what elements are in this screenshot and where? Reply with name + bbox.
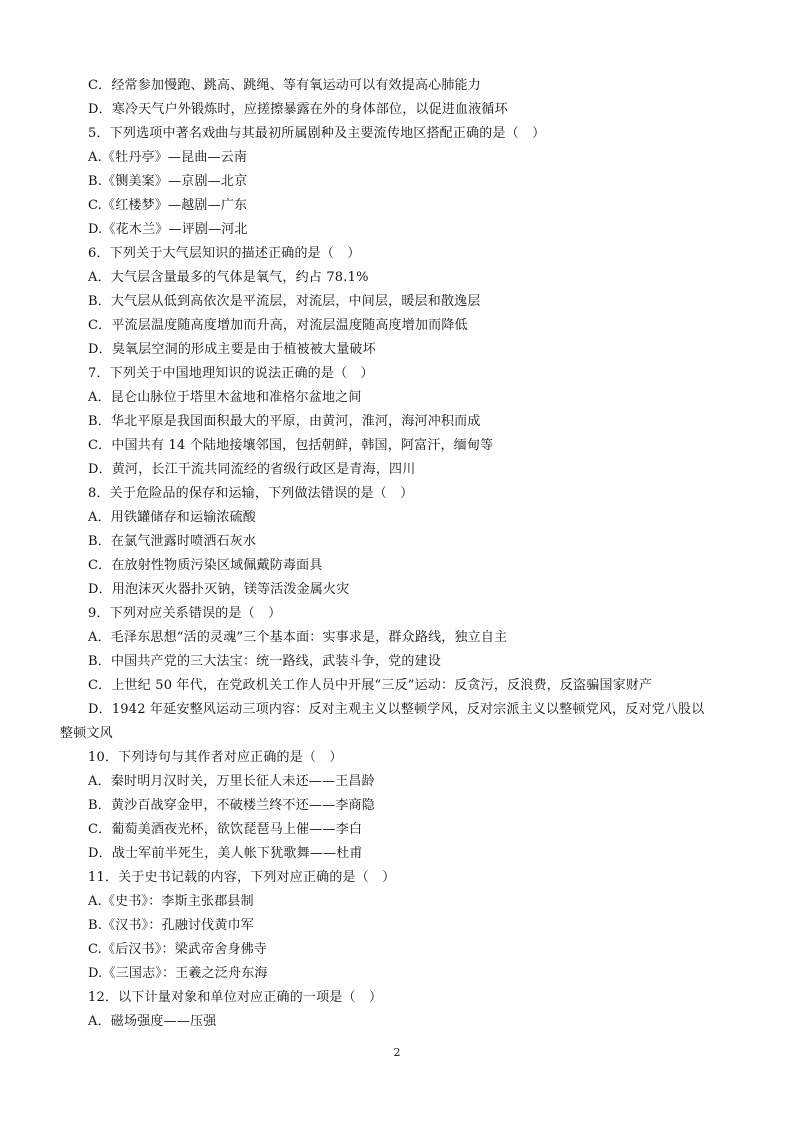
option-c: C.《后汉书》：梁武帝舍身佛寺 xyxy=(88,942,268,957)
option-a: A．毛泽东思想“活的灵魂”三个基本面：实事求是，群众路线，独立自主 xyxy=(88,630,508,645)
question-8: 8．关于危险品的保存和运输，下列做法错误的是（ ） xyxy=(88,486,414,501)
option-c: C．中国共有 14 个陆地接壤邻国，包括朝鲜，韩国，阿富汗，缅甸等 xyxy=(88,438,494,453)
option-b: B．大气层从低到高依次是平流层，对流层，中间层，暖层和散逸层 xyxy=(88,294,481,309)
option-c: C．上世纪 50 年代，在党政机关工作人员中开展“三反”运动：反贪污，反浪费，反盗骗国家财产 xyxy=(88,678,653,693)
text-line: C．经常参加慢跑、跳高、跳绳、等有氧运动可以有效提高心肺能力 xyxy=(88,78,481,93)
option-d: D.《花木兰》—评剧—河北 xyxy=(88,222,248,237)
option-d: D．黄河，长江干流共同流经的省级行政区是青海，四川 xyxy=(88,462,416,477)
option-b: B．华北平原是我国面积最大的平原，由黄河，淮河，海河冲积而成 xyxy=(88,414,481,429)
question-12: 12．以下计量对象和单位对应正确的一项是（ ） xyxy=(88,990,383,1005)
question-7: 7．下列关于中国地理知识的说法正确的是（ ） xyxy=(88,366,374,381)
question-9: 9．下列对应关系错误的是（ ） xyxy=(88,606,282,621)
option-d: D．战士军前半死生，美人帐下犹歌舞——杜甫 xyxy=(88,846,363,861)
option-b: B.《铡美案》—京剧—北京 xyxy=(88,174,248,189)
option-a: A．用铁罐储存和运输浓硫酸 xyxy=(88,510,256,525)
option-a: A．大气层含量最多的气体是氧气，约占 78.1% xyxy=(88,270,369,285)
option-a: A．昆仑山脉位于塔里木盆地和准格尔盆地之间 xyxy=(88,390,362,405)
option-a: A．秦时明月汉时关，万里长征人未还——王昌龄 xyxy=(88,774,375,789)
question-6: 6．下列关于大气层知识的描述正确的是（ ） xyxy=(88,246,361,261)
option-d: D.《三国志》：王羲之泛舟东海 xyxy=(88,966,268,981)
option-c: C.《红楼梦》—越剧—广东 xyxy=(88,198,248,213)
question-10: 10．下列诗句与其作者对应正确的是（ ） xyxy=(88,750,343,765)
option-b: B．中国共产党的三大法宝：统一路线，武装斗争，党的建设 xyxy=(88,654,441,669)
option-b: B．黄沙百战穿金甲，不破楼兰终不还——李商隐 xyxy=(88,798,375,813)
option-a: A.《史书》：李斯主张郡县制 xyxy=(88,894,254,909)
text-line: D．寒冷天气户外锻炼时，应搓擦暴露在外的身体部位，以促进血液循环 xyxy=(88,102,508,117)
question-11: 11．关于史书记载的内容，下列对应正确的是（ ） xyxy=(88,870,396,885)
option-b: B．在氯气泄露时喷洒石灰水 xyxy=(88,534,257,549)
option-c: C．平流层温度随高度增加而升高，对流层温度随高度增加而降低 xyxy=(88,318,468,333)
option-d: D．臭氧层空洞的形成主要是由于植被被大量破坏 xyxy=(88,342,376,357)
option-d-continuation: 整顿文风 xyxy=(60,726,113,741)
option-b: B.《汉书》：孔融讨伐黄巾军 xyxy=(88,918,254,933)
option-a: A．磁场强度——压强 xyxy=(88,1014,217,1029)
option-a: A.《牡丹亭》—昆曲—云南 xyxy=(88,150,248,165)
option-c: C．在放射性物质污染区域佩戴防毒面具 xyxy=(88,558,323,573)
page-number: 2 xyxy=(393,1046,401,1059)
option-d: D．1942 年延安整风运动三项内容：反对主观主义以整顿学风，反对宗派主义以整顿党风，反对党八股以 xyxy=(88,702,705,717)
option-d: D．用泡沫灭火器扑灭钠，镁等活泼金属火灾 xyxy=(88,582,350,597)
option-c: C．葡萄美酒夜光杯，欲饮琵琶马上催——李白 xyxy=(88,822,363,837)
question-5: 5．下列选项中著名戏曲与其最初所属剧种及主要流传地区搭配正确的是（ ） xyxy=(88,126,546,141)
